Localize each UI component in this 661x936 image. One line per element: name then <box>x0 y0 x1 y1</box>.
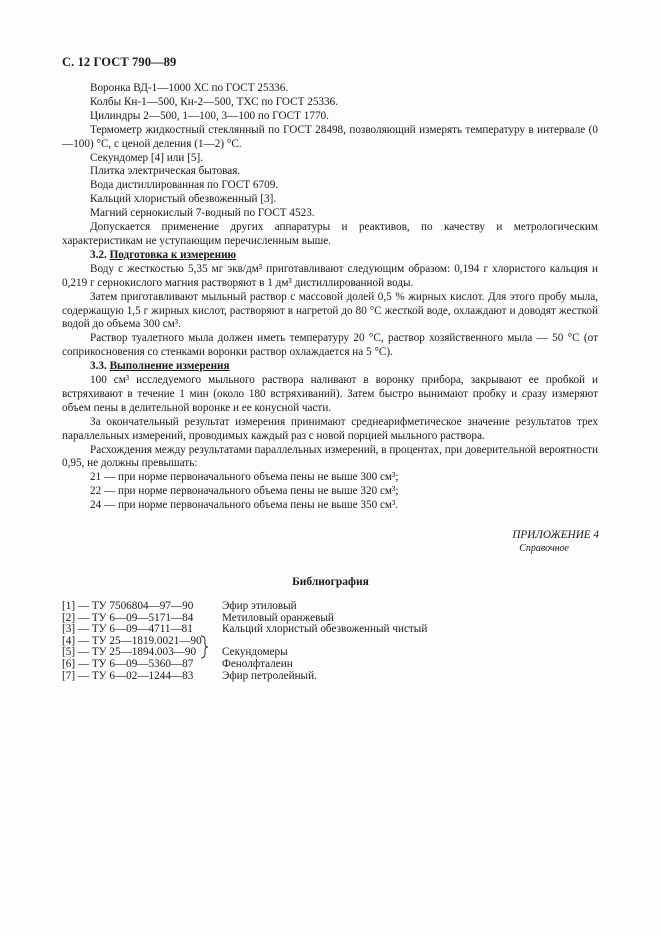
paragraph: Плитка электрическая бытовая. <box>90 165 241 178</box>
appendix-subtitle: Справочное <box>519 543 569 554</box>
section-heading <box>62 360 598 374</box>
section-number: 3.3. <box>90 360 107 373</box>
bib-ref: [3] — ТУ 6—09—4711—81 <box>62 623 193 636</box>
page-header: С. 12 ГОСТ 790—89 <box>62 55 177 69</box>
paragraph: Воду с жесткостью 5,35 мг экв/дм³ приготавливают следующим образом: 0,194 г хлористого кальция и 0,219 г сернокислого магния растворяют в 1 дм³ дистиллированной воды. <box>62 262 598 289</box>
section-number: 3.2. <box>90 248 107 261</box>
bib-ref: [7] — ТУ 6—02—1244—83 <box>62 669 194 682</box>
bib-desc: Кальций хлористый обезвоженный чистый <box>222 623 428 636</box>
paragraph: Магний сернокислый 7-водный по ГОСТ 4523. <box>90 207 315 220</box>
paragraph: Расхождения между результатами параллельных измерений, в процентах, при доверительной вероятности 0,95, не должны превышать: <box>62 443 598 470</box>
section-title: Выполнение измерения <box>109 360 230 373</box>
paragraph: 24 — при норме первоначального объема пены не выше 350 см³. <box>90 499 399 512</box>
paragraph: Вода дистиллированная по ГОСТ 6709. <box>90 179 279 192</box>
body-text <box>62 82 598 513</box>
bib-ref: [2] — ТУ 6—09—5171—84 <box>62 611 194 624</box>
bib-desc: Эфир этиловый <box>222 600 297 612</box>
paragraph: Раствор туалетного мыла должен иметь температуру 20 °С, раствор хозяйственного мыла — 50 °С (от соприкосновения со стенками воронки раствор охлаждается на 5 °С). <box>62 332 598 359</box>
bib-grouped-label: Секундомеры <box>222 646 288 658</box>
paragraph: За окончательный результат измерения принимают среднеарифметическое значение результатов трех параллельных измерений, проводимых каждый раз с новой порцией мыльного раствора. <box>62 415 598 442</box>
appendix-label <box>512 529 599 555</box>
section-title: Подготовка к измерению <box>109 248 237 261</box>
paragraph: 100 см³ исследуемого мыльного раствора наливают в воронку прибора, закрывают ее пробкой и встряхивают в течение 1 мин (около 180 встряхиваний). Затем быстро вынимают пробку и сразу измеряют объем пены в делительной воронке и ее конусной части. <box>62 374 598 414</box>
bibliography-title: Библиография <box>292 576 369 588</box>
paragraph: Термометр жидкостный стеклянный по ГОСТ 28498, позволяющий измерять температуру в интервале (0—100) °С, с ценой деления (1—2) °С. <box>62 123 598 150</box>
paragraph: Допускается применение других аппаратуры и реактивов, по качеству и метрологическим характеристикам не уступающим перечисленным выше. <box>62 221 598 247</box>
bib-desc: Эфир петролейный. <box>222 669 317 682</box>
appendix-title: ПРИЛОЖЕНИЕ 4 <box>512 529 599 541</box>
bib-ref: [4] — ТУ 25—1819.0021—90 <box>62 634 202 647</box>
paragraph: Кальций хлористый обезвоженный [3]. <box>90 193 277 206</box>
bib-ref: [6] — ТУ 6—09—5360—87 <box>62 657 194 670</box>
bib-desc: Метиловый оранжевый <box>222 611 334 624</box>
paragraph: Цилиндры 2—500, 1—100, 3—100 по ГОСТ 1770. <box>90 109 329 122</box>
bib-ref: [1] — ТУ 7506804—97—90 <box>62 600 194 612</box>
paragraph: 21 — при норме первоначального объема пены не выше 300 см³; <box>90 471 399 484</box>
paragraph: Секундомер [4] или [5]. <box>90 151 203 164</box>
paragraph: 22 — при норме первоначального объема пены не выше 320 см³; <box>90 485 399 498</box>
section-heading <box>62 249 598 263</box>
paragraph: Колбы Кн-1—500, Кн-2—500, ТХС по ГОСТ 25336. <box>90 95 338 108</box>
bib-desc: Фенолфталеин <box>222 657 293 670</box>
bib-ref: [5] — ТУ 25—1894.003—90 <box>62 646 197 659</box>
brace-icon <box>200 635 208 659</box>
paragraph: Затем приготавливают мыльный раствор с массовой долей 0,5 % жирных кислот. Для этого пробу мыла, содержащую 1,5 г жирных кислот, растворяют в нагретой до 80 °С жесткой воде, охлаждают и доводят жесткой водой до объема 300 см³. <box>62 290 598 331</box>
paragraph: Воронка ВД-1—1000 ХС по ГОСТ 25336. <box>90 82 289 94</box>
